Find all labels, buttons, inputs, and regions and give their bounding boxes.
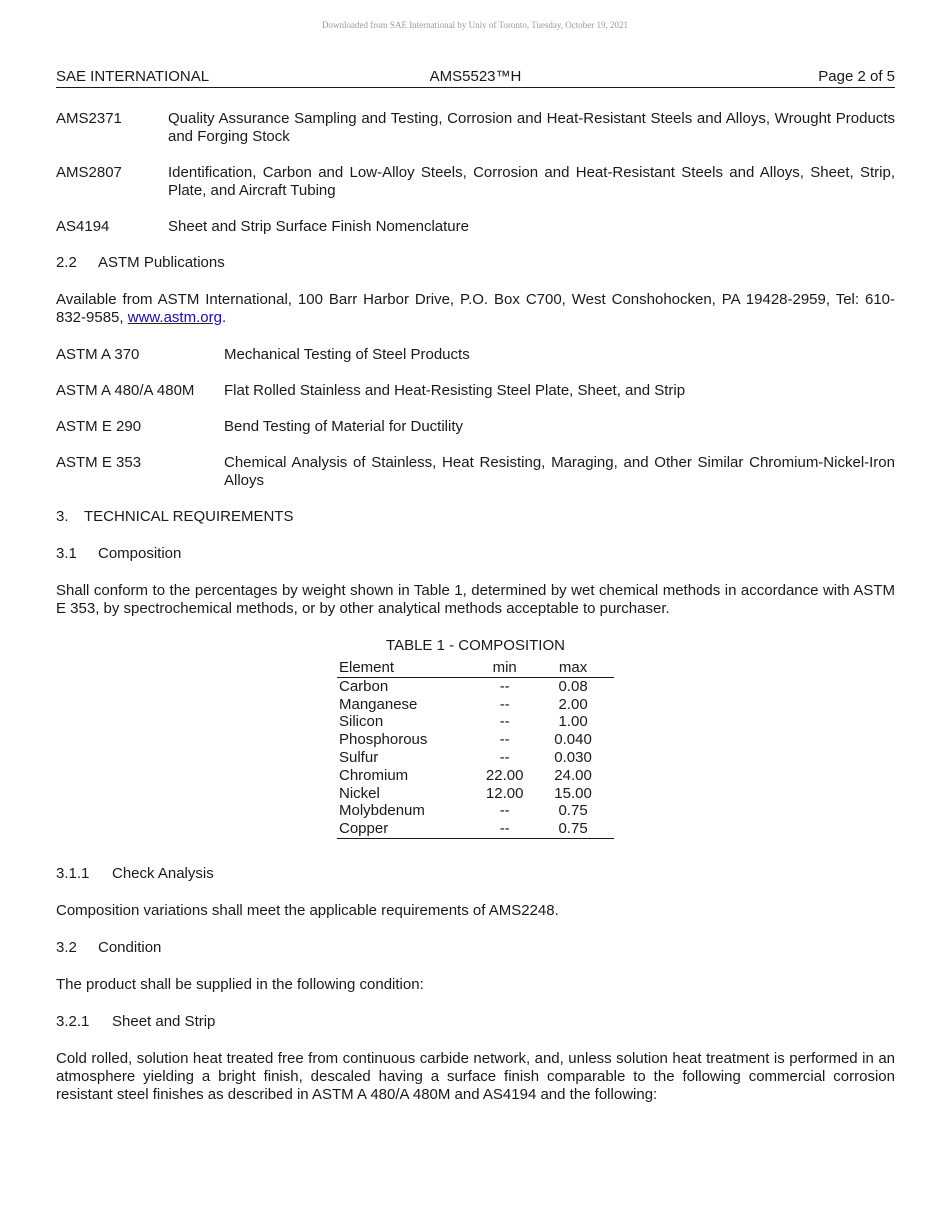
min-cell: -- bbox=[477, 820, 532, 838]
reference-code: ASTM A 370 bbox=[56, 346, 140, 363]
reference-code: ASTM A 480/A 480M bbox=[56, 382, 195, 399]
element-cell: Silicon bbox=[339, 713, 384, 731]
reference-item bbox=[56, 164, 895, 200]
reference-description: Quality Assurance Sampling and Testing, Corrosion and Heat-Resistant Steels and Alloys, Wrought Products and Forging Stock bbox=[168, 110, 895, 145]
table-row bbox=[337, 767, 614, 785]
max-cell: 15.00 bbox=[554, 784, 592, 802]
section-number: 3.1 bbox=[56, 545, 77, 562]
reference-description: Identification, Carbon and Low-Alloy Steels, Corrosion and Heat-Resistant Steels and Alloys, Sheet, Strip, Plate, and Aircraft Tubing bbox=[168, 164, 895, 199]
max-cell: 2.00 bbox=[558, 695, 588, 713]
element-cell: Carbon bbox=[339, 677, 389, 695]
element-cell: Copper bbox=[337, 820, 477, 838]
max-cell: 24.00 bbox=[554, 766, 592, 784]
max-cell: 0.030 bbox=[554, 748, 592, 766]
section-heading bbox=[56, 1013, 895, 1031]
max-cell: 0.75 bbox=[532, 820, 614, 838]
table-row bbox=[337, 785, 614, 803]
min-cell: -- bbox=[499, 731, 510, 749]
reference-description: Sheet and Strip Surface Finish Nomenclature bbox=[168, 218, 469, 235]
column-header: max bbox=[532, 659, 614, 677]
table-row bbox=[337, 731, 614, 749]
document-body bbox=[56, 110, 895, 1123]
max-cell: 0.75 bbox=[558, 802, 588, 820]
section-title: Composition bbox=[98, 545, 182, 562]
reference-item bbox=[56, 454, 895, 490]
element-cell: Molybdenum bbox=[339, 802, 425, 820]
check-analysis-paragraph: Composition variations shall meet the applicable requirements of AMS2248. bbox=[56, 901, 559, 919]
section-number: 3. bbox=[56, 508, 69, 525]
section-number: 3.1.1 bbox=[56, 864, 90, 882]
section-heading bbox=[56, 865, 895, 883]
reference-item bbox=[56, 110, 895, 146]
reference-item bbox=[56, 346, 895, 364]
section-title: Check Analysis bbox=[112, 864, 214, 882]
reference-item bbox=[56, 418, 895, 436]
reference-description: Chemical Analysis of Stainless, Heat Resisting, Maraging, and Other Similar Chromium-Nickel-Iron Alloys bbox=[224, 454, 895, 489]
section-title: ASTM Publications bbox=[98, 254, 225, 271]
composition-table bbox=[337, 659, 614, 839]
min-cell: 22.00 bbox=[485, 766, 524, 784]
max-cell: 0.040 bbox=[554, 731, 592, 749]
reference-code: AMS2807 bbox=[56, 164, 122, 181]
astm-address-paragraph bbox=[56, 291, 895, 327]
min-cell: -- bbox=[499, 695, 510, 713]
download-note: Downloaded from SAE International by Univ of Toronto, Tuesday, October 19, 2021 bbox=[321, 20, 629, 30]
astm-address-end: . bbox=[221, 309, 227, 326]
section-number: 3.2.1 bbox=[56, 1012, 90, 1030]
reference-description: Flat Rolled Stainless and Heat-Resisting Steel Plate, Sheet, and Strip bbox=[224, 382, 686, 399]
max-cell: 1.00 bbox=[558, 713, 588, 731]
reference-code: ASTM E 353 bbox=[56, 454, 142, 471]
table-row bbox=[337, 820, 614, 838]
condition-paragraph: The product shall be supplied in the following condition: bbox=[56, 975, 424, 993]
section-heading bbox=[56, 254, 895, 272]
section-number: 2.2 bbox=[56, 254, 77, 271]
composition-table-block bbox=[337, 637, 614, 839]
column-header: min bbox=[477, 659, 532, 677]
min-cell: 12.00 bbox=[485, 784, 524, 802]
section-title: TECHNICAL REQUIREMENTS bbox=[84, 508, 294, 525]
section-heading bbox=[56, 545, 895, 563]
header-doc-id: AMS5523™H bbox=[429, 68, 522, 85]
element-cell: Sulfur bbox=[339, 748, 379, 766]
table-row bbox=[337, 749, 614, 767]
table-row bbox=[337, 713, 614, 731]
element-cell: Phosphorous bbox=[339, 731, 428, 749]
page-header bbox=[56, 68, 895, 88]
min-cell: -- bbox=[499, 677, 510, 695]
element-cell: Nickel bbox=[339, 784, 380, 802]
min-cell: -- bbox=[499, 713, 510, 731]
section-heading bbox=[56, 508, 895, 526]
reference-item bbox=[56, 382, 895, 400]
table-header-row bbox=[337, 659, 614, 677]
element-cell: Manganese bbox=[339, 695, 418, 713]
reference-code: AS4194 bbox=[56, 218, 110, 235]
reference-description: Mechanical Testing of Steel Products bbox=[224, 346, 470, 363]
table-title: TABLE 1 - COMPOSITION bbox=[386, 637, 565, 654]
header-org: SAE INTERNATIONAL bbox=[56, 68, 210, 85]
astm-website-link[interactable]: www.astm.org bbox=[127, 309, 222, 326]
reference-description: Bend Testing of Material for Ductility bbox=[224, 418, 463, 435]
header-page-number: Page 2 of 5 bbox=[818, 68, 895, 85]
element-cell: Chromium bbox=[339, 766, 409, 784]
reference-code: ASTM E 290 bbox=[56, 418, 142, 435]
table-row bbox=[337, 696, 614, 714]
composition-paragraph: Shall conform to the percentages by weight shown in Table 1, determined by wet chemical methods in accordance with ASTM E 353, by spectrochemical methods, or by other analytical methods acceptable to purchaser. bbox=[56, 582, 895, 617]
section-heading bbox=[56, 939, 895, 957]
section-title: Condition bbox=[98, 938, 162, 956]
table-row bbox=[337, 677, 614, 695]
astm-address-text: Available from ASTM International, 100 Barr Harbor Drive, P.O. Box C700, West Conshohocken, PA 19428-2959, Tel: 610-832-9585, bbox=[56, 291, 895, 326]
max-cell: 0.08 bbox=[558, 677, 588, 695]
min-cell: -- bbox=[499, 748, 510, 766]
section-number: 3.2 bbox=[56, 938, 77, 956]
reference-item bbox=[56, 218, 895, 236]
min-cell: -- bbox=[499, 802, 510, 820]
reference-code: AMS2371 bbox=[56, 110, 122, 127]
column-header: Element bbox=[337, 659, 477, 677]
section-title: Sheet and Strip bbox=[112, 1012, 216, 1030]
sheet-strip-paragraph: Cold rolled, solution heat treated free from continuous carbide network, and, unless solution heat treatment is performed in an atmosphere yielding a bright finish, descaled having a surface finish comparable to the following commercial corrosion resistant steel finishes as described in ASTM A 480/A 480M and AS4194 and the following: bbox=[56, 1049, 895, 1103]
table-row bbox=[337, 802, 614, 820]
